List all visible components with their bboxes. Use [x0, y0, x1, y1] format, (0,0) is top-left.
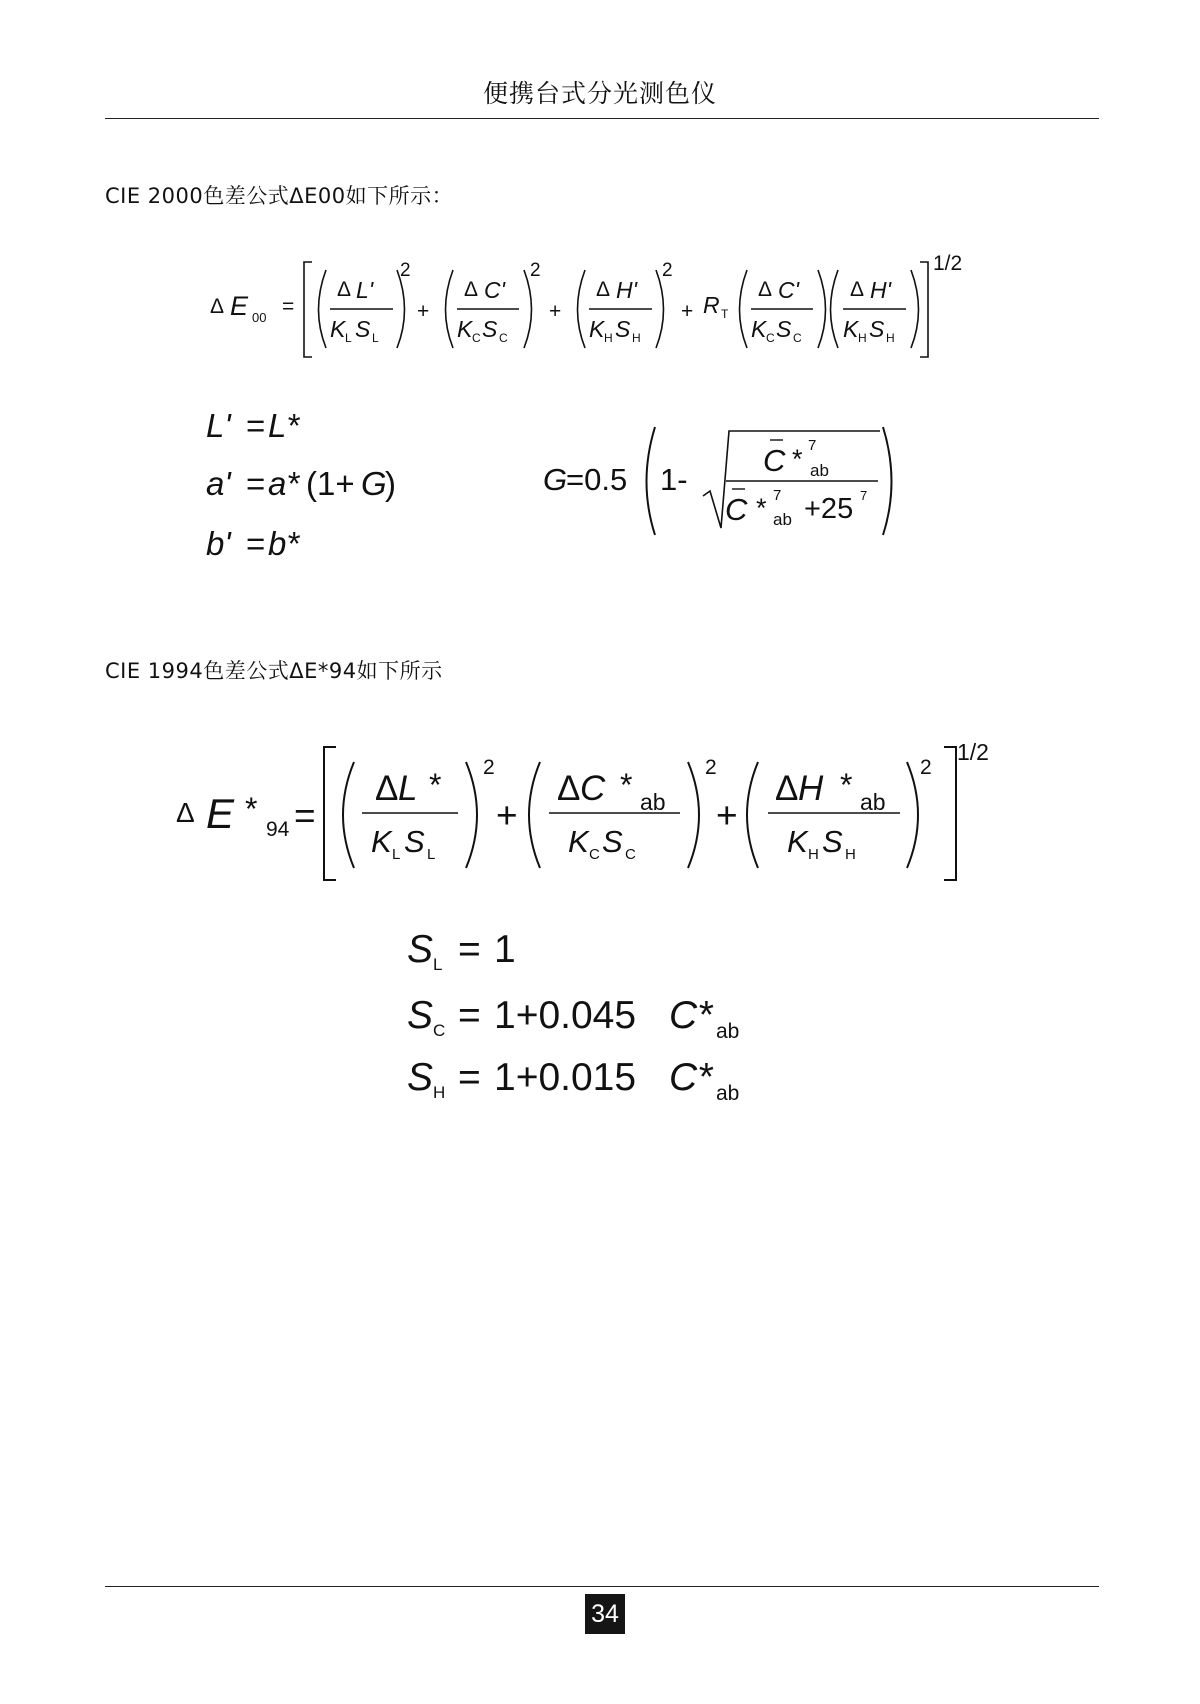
de94-E: E [206, 790, 235, 837]
de94-term-C-S: S [602, 824, 623, 859]
de94-plus-2: + [716, 795, 738, 836]
de2000-equals: = [282, 295, 295, 318]
de2000-term-C-K: K [457, 316, 473, 342]
def-a-open: (1+ [306, 465, 355, 502]
de2000-plus-1: + [417, 300, 430, 323]
def-G-num-star: * [792, 444, 803, 474]
def-SH-value: 1+0.015 [494, 1056, 637, 1099]
de2000-term-L-K-sub: L [345, 331, 352, 345]
de94-term-C-K-sub: C [589, 846, 600, 863]
de2000-term-C-S-sub: C [499, 331, 508, 345]
def-SL-S: S [407, 928, 434, 971]
de94-term-L-square: 2 [483, 756, 495, 779]
def-a-rhs: a* [268, 465, 300, 502]
de2000-RT-R: R [703, 292, 720, 318]
def-L-equals: = [246, 407, 266, 444]
def-SL-value: 1 [494, 928, 516, 971]
de2000-term-C-S: S [482, 316, 498, 342]
de94-term-L-letter: L [398, 769, 418, 808]
def-G-one-minus: 1- [660, 462, 688, 497]
def-SH-sub: H [433, 1083, 446, 1102]
de2000-term-L-K: K [330, 316, 346, 342]
def-G-den-exp: 7 [773, 487, 782, 504]
de94-star: * [245, 791, 258, 827]
de94-term-H-S-sub: H [845, 846, 856, 863]
def-G-den-plus25: +25 [804, 493, 854, 525]
def-SC-sub: C [433, 1021, 446, 1040]
de94-term-H-letter: H [798, 769, 824, 808]
def-G-lhs: G [543, 462, 568, 497]
de2000-term-C-delta: Δ [464, 278, 479, 301]
def-SL-equals: = [458, 928, 481, 971]
de94-term-L-star: * [429, 767, 442, 803]
de94-caption: CIE 1994色差公式ΔE*94如下所示 [105, 659, 443, 683]
de94-term-C-K: K [568, 824, 589, 859]
def-SH-Cstar: C* [669, 1056, 713, 1099]
def-a-close: ) [385, 465, 396, 502]
de2000-delta: Δ [210, 295, 225, 318]
de2000-plus-2: + [549, 300, 562, 323]
def-G-den-25-exp: 7 [860, 488, 868, 503]
de94-term-H-star: * [840, 767, 853, 803]
de94-plus-1: + [496, 795, 518, 836]
de2000-RT-sub: T [721, 307, 729, 321]
de2000-term-H-delta: Δ [596, 278, 611, 301]
de2000-rt-H-delta: Δ [850, 278, 865, 301]
de2000-rt-H-K-sub: H [858, 331, 867, 345]
def-G-den-star: * [756, 493, 767, 523]
de94-sub94: 94 [266, 818, 290, 841]
def-a-equals: = [246, 465, 266, 502]
de2000-term-H-K: K [589, 316, 605, 342]
de94-term-L-delta: Δ [375, 769, 399, 808]
de94-term-H-delta: Δ [775, 769, 799, 808]
de94-term-L-K-sub: L [392, 846, 401, 863]
de94-term-H-K-sub: H [808, 846, 819, 863]
de94-term-L-K: K [371, 824, 392, 859]
def-b-lhs: b' [206, 525, 231, 562]
def-G-num-exp: 7 [808, 437, 817, 454]
de94-term-C-sub: ab [640, 789, 666, 815]
def-a-lhs: a' [206, 465, 231, 502]
de94-exponent: 1/2 [957, 739, 989, 765]
def-SC-ab: ab [716, 1020, 740, 1043]
def-SH-equals: = [458, 1056, 481, 1099]
de94-term-L-S: S [404, 824, 425, 859]
de94-term-C-letter: C [580, 769, 606, 808]
de2000-term-C-numerator: C' [484, 277, 506, 303]
de2000-rt-H-K: K [843, 316, 859, 342]
def-SL-sub: L [433, 955, 443, 974]
def-SH-S: S [407, 1056, 434, 1099]
de94-term-H-S: S [822, 824, 843, 859]
def-G-den-sub: ab [773, 510, 792, 529]
footer-rule [105, 1586, 1099, 1587]
de2000-term-C-square: 2 [530, 260, 541, 281]
de2000-rt-C-delta: Δ [758, 278, 773, 301]
de2000-term-L-numerator: L' [356, 277, 374, 303]
de2000-rt-C-S: S [776, 316, 792, 342]
de94-term-L-S-sub: L [427, 846, 436, 863]
de2000-term-H-S: S [615, 316, 631, 342]
de94-equals: = [294, 795, 316, 836]
de94-term-C-S-sub: C [625, 846, 636, 863]
de2000-rt-H-S: S [869, 316, 885, 342]
def-SH-ab: ab [716, 1082, 740, 1105]
def-SC-S: S [407, 994, 434, 1037]
def-SC-Cstar: C* [669, 994, 713, 1037]
de2000-E: E [230, 291, 249, 321]
de2000-sub00: 00 [252, 310, 267, 325]
de2000-exponent: 1/2 [933, 252, 963, 275]
page-number: 34 [585, 1594, 625, 1634]
de2000-term-H-numerator: H' [616, 277, 638, 303]
def-SC-equals: = [458, 994, 481, 1037]
de2000-rt-H-numerator: H' [870, 277, 892, 303]
de94-term-H-K: K [787, 824, 808, 859]
de2000-term-H-K-sub: H [604, 331, 613, 345]
de2000-plus-3: + [681, 300, 694, 323]
de2000-rt-C-K: K [751, 316, 767, 342]
def-b-rhs: b* [268, 525, 300, 562]
de2000-rt-C-numerator: C' [778, 277, 800, 303]
de2000-term-L-S: S [355, 316, 371, 342]
de2000-rt-C-K-sub: C [766, 331, 775, 345]
de94-term-C-star: * [620, 767, 633, 803]
de94-term-C-square: 2 [705, 756, 717, 779]
de2000-rt-H-S-sub: H [886, 331, 895, 345]
def-G-num-sub: ab [810, 461, 829, 480]
de2000-term-H-square: 2 [662, 260, 673, 281]
page-header-title: 便携台式分光测色仪 [482, 79, 717, 108]
def-G-num-C: C [763, 443, 786, 478]
def-L-rhs: L* [268, 407, 300, 444]
def-G-den-C: C [725, 492, 748, 527]
def-SC-value: 1+0.045 [494, 994, 637, 1037]
def-b-equals: = [246, 525, 266, 562]
de2000-term-L-square: 2 [400, 260, 411, 281]
de94-delta: Δ [176, 797, 195, 828]
de2000-rt-C-S-sub: C [793, 331, 802, 345]
de94-term-H-sub: ab [860, 789, 886, 815]
def-L-lhs: L' [206, 407, 231, 444]
de94-term-H-square: 2 [920, 756, 932, 779]
de94-term-C-delta: Δ [557, 769, 581, 808]
def-G-equals: =0.5 [566, 462, 628, 497]
de2000-term-H-S-sub: H [632, 331, 641, 345]
def-a-G: G [361, 465, 387, 502]
de2000-term-L-delta: Δ [337, 278, 352, 301]
de2000-caption: CIE 2000色差公式ΔE00如下所示： [105, 184, 454, 208]
de2000-term-C-K-sub: C [472, 331, 481, 345]
de2000-term-L-S-sub: L [372, 331, 379, 345]
